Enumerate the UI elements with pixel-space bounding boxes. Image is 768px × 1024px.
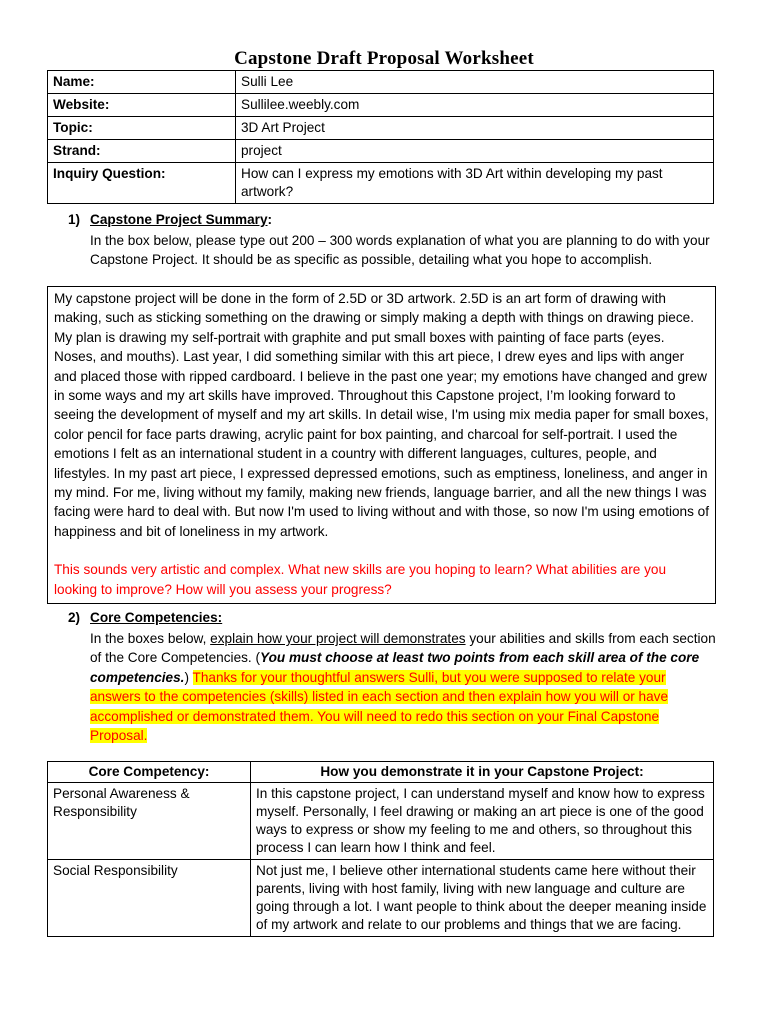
competency-name: Personal Awareness & Responsibility [48,783,251,860]
column-header-demonstration: How you demonstrate it in your Capstone Project: [251,762,714,783]
info-label: Inquiry Question: [48,163,236,204]
teacher-feedback-summary: This sounds very artistic and complex. What new skills are you hoping to learn? What abilities are you looking to improve? How will you assess your progress? [54,562,667,597]
info-row-website [48,94,714,117]
core-competencies-table [47,761,714,937]
info-value: Sullilee.weebly.com [236,94,714,117]
competency-name: Social Responsibility [48,860,251,937]
info-label: Name: [48,71,236,94]
info-row-topic [48,117,714,140]
info-value: 3D Art Project [236,117,714,140]
summary-text: My capstone project will be done in the form of 2.5D or 3D artwork. 2.5D is an art form of drawing with making, such as sticking something on the drawing or simply making a depth with things on drawing piece. My plan is drawing my self-portrait with graphite and put small boxes with painting of face parts (eyes. Noses, and mouths). Last year, I did something similar with this art piece, I drew eyes and lips with anger and placed those with ripped cardboard. I believe in the past one year; my emotions have changed and grew in some ways and my art skills have improved. Throughout this Capstone project, I’m looking forward to seeing the development of myself and my art skills. In detail wise, I'm using mix media paper for small boxes, color pencil for face parts drawing, acrylic paint for box painting, and charcoal for self-portrait. I used the emotions I felt as an international student in a country with different languages, cultures, people, and lifestyles. In my past art piece, I expressed depressed emotions, such as emptiness, loneliness, and anger in my mind. For me, living without my family, making new friends, language barrier, and all the new things I was facing were hard to deal with. But now I'm used to living without and with those, so now I'm using emotions of happiness and bit of loneliness in my artwork. [54,291,710,539]
section1-instruction: In the box below, please type out 200 – 300 words explanation of what you are planning to do with your Capstone Project. It should be as specific as possible, detailing what you hope to accomplish. [90,233,710,268]
info-row-inquiry [48,163,714,204]
info-value: project [236,140,714,163]
student-info-table [47,70,714,204]
section1-label: Capstone Project Summary [90,212,268,227]
competency-text: Not just me, I believe other international students came here without their parents, living with host family, living with new language and culture are going through a lot. I want people to think about the deeper meaning inside of my artwork and relate to our problems and things that we are facing. [251,860,714,937]
instruction-text: your abilities and skills from each section of the Core Competencies. ( [90,631,716,666]
info-label: Topic: [48,117,236,140]
section1-number: 1) [68,212,81,227]
info-row-strand [48,140,714,163]
table-row [48,783,714,860]
info-value: How can I express my emotions with 3D Art within developing my past artwork? [236,163,714,204]
teacher-feedback-competencies: Thanks for your thoughtful answers Sulli, but you were supposed to relate your answers to the competencies (skills) listed in each section and then explain how you will or have accomplished or demonstrated them. You will need to redo this section on your Final Capstone Proposal. [90,669,669,744]
page-title: Capstone Draft Proposal Worksheet [234,48,534,69]
summary-box [47,286,716,604]
section2-instruction [90,629,716,745]
instruction-emphasis: You must choose at least two points from each skill area of the core competencies. [90,650,700,685]
info-value: Sulli Lee [236,71,714,94]
section2-number: 2) [68,610,81,625]
column-header-competency: Core Competency: [48,762,251,783]
section2-label: Core Competencies: [90,610,223,625]
instruction-text: ) [184,669,193,685]
section2-heading [68,610,222,625]
info-label: Website: [48,94,236,117]
competency-text: In this capstone project, I can understand myself and know how to express myself. Personally, I feel drawing or making an art piece is one of the good ways to express or show my feeling to me and others, so throughout this process I can learn how I think and feel. [251,783,714,860]
table-header-row [48,762,714,783]
section1-heading [68,212,272,227]
table-row [48,860,714,937]
instruction-underlined: explain how your project will demonstrates [210,631,466,646]
instruction-text: In the boxes below, [90,631,211,646]
info-label: Strand: [48,140,236,163]
section1-colon: : [267,212,273,227]
info-row-name [48,71,714,94]
